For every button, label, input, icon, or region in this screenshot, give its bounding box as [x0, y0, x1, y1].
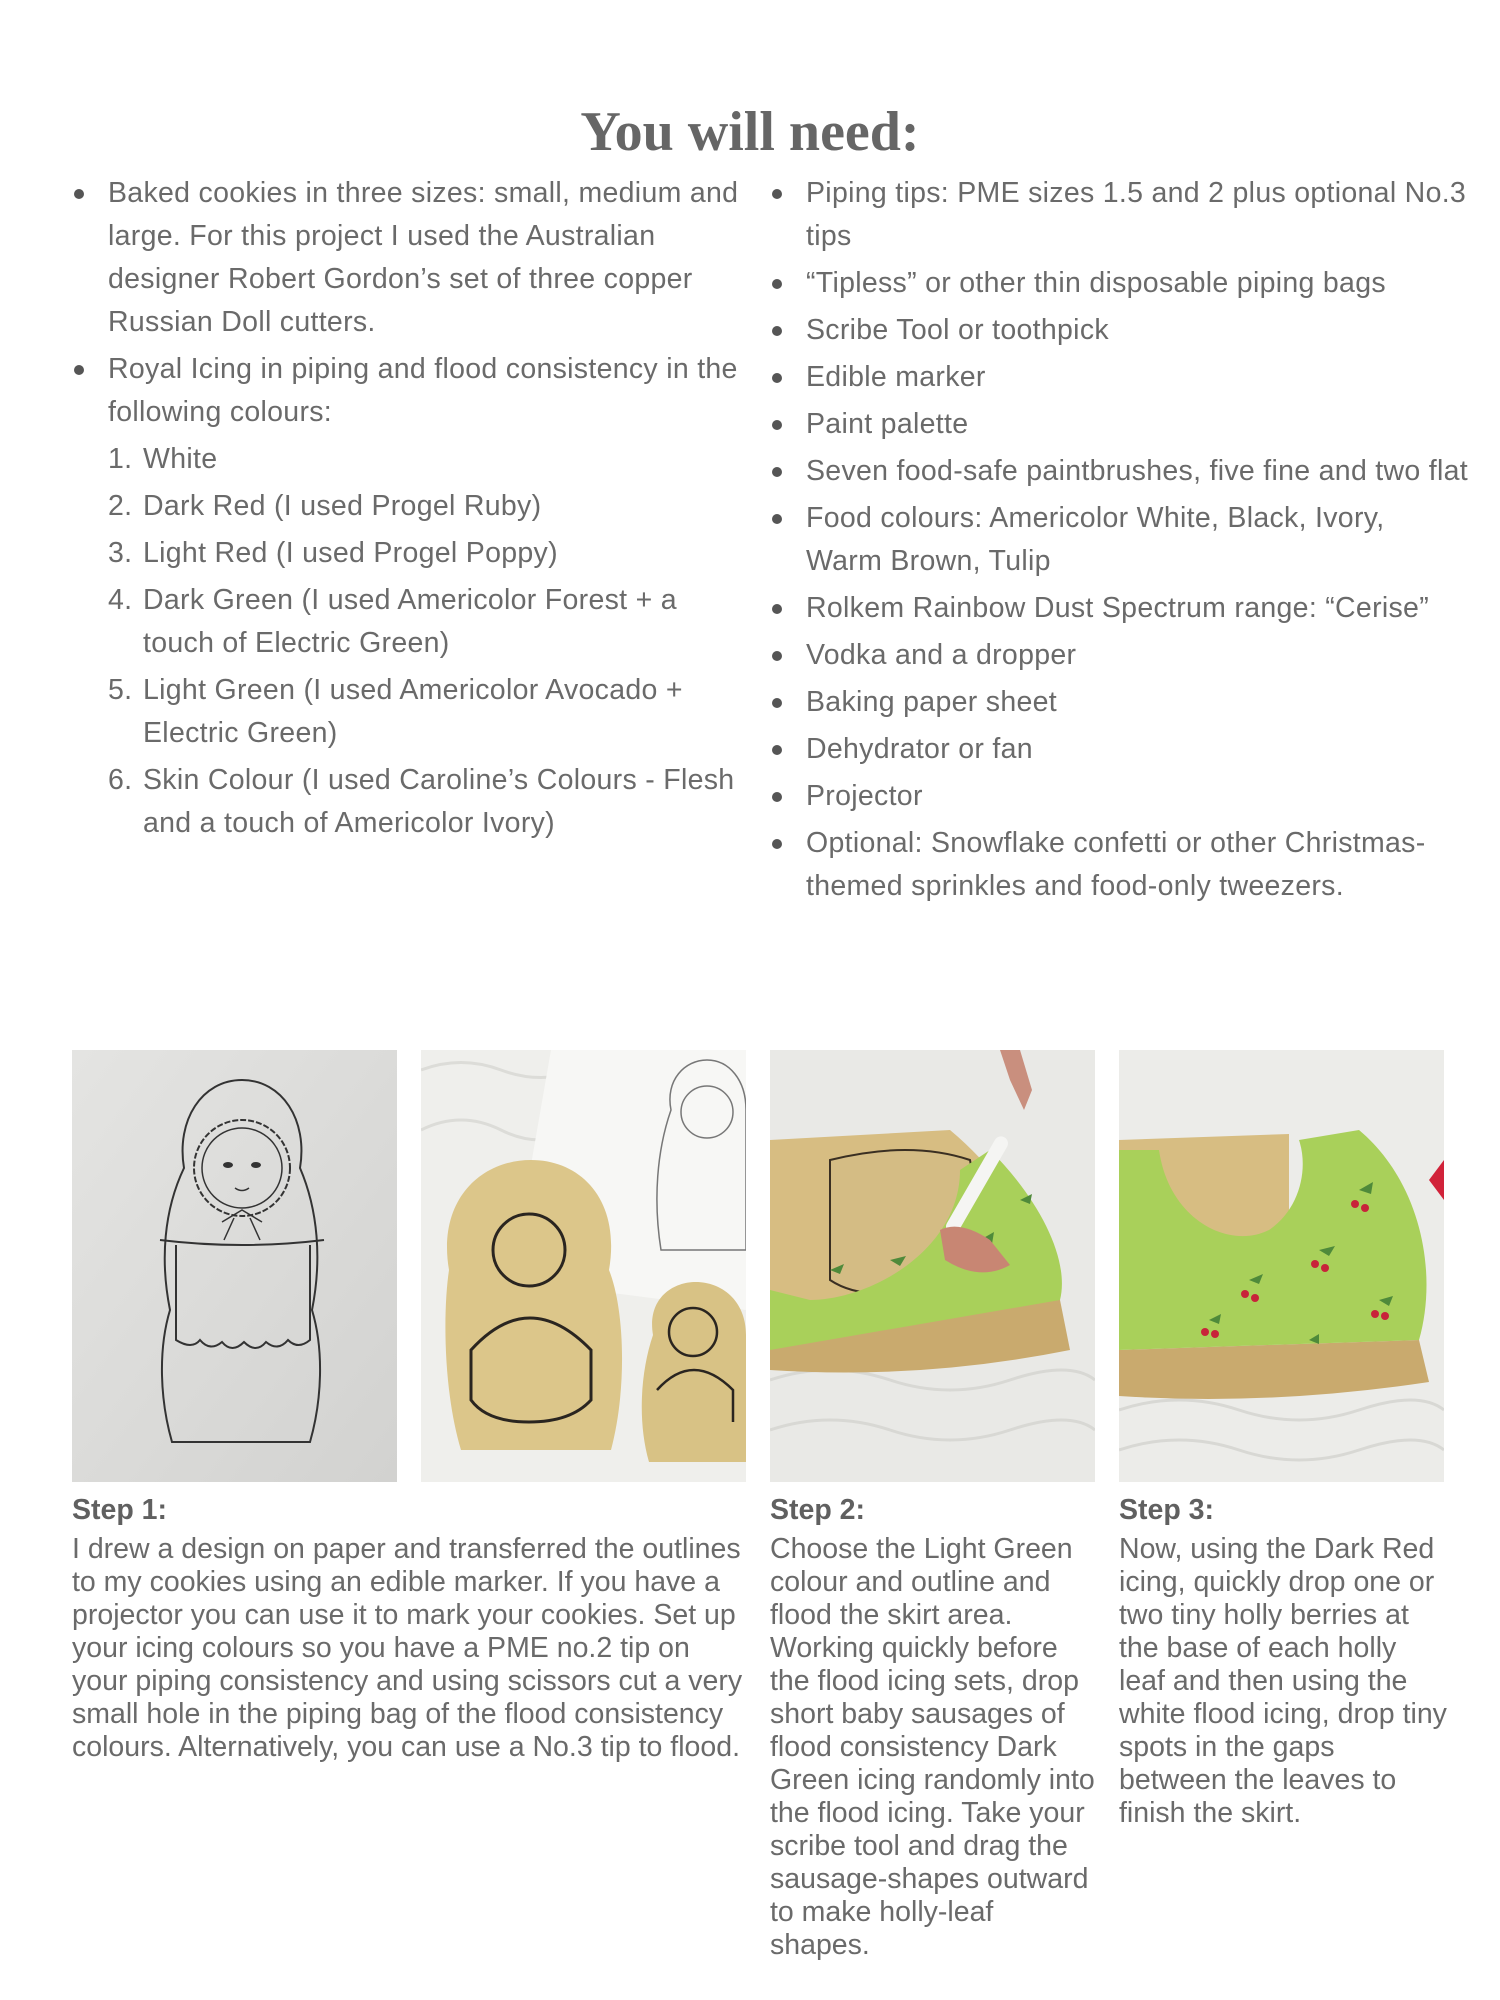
colour-item [108, 438, 750, 481]
colour-text: White [143, 443, 218, 475]
colour-item [108, 579, 750, 665]
colour-item [108, 759, 750, 845]
colour-number: 3. [108, 537, 133, 569]
colour-text: Light Green (I used Americolor Avocado + Electric Green) [143, 674, 683, 749]
list-item: Rolkem Rainbow Dust Spectrum range: “Cerise” [768, 587, 1468, 630]
list-item: Projector [768, 775, 1468, 818]
supplies-list-right [768, 172, 1468, 912]
list-item: Baked cookies in three sizes: small, medium and large. For this project I used the Australian designer Robert Gordon’s set of three copper Russian Doll cutters. [70, 172, 750, 344]
supplies-list-left [70, 172, 750, 849]
step-text: Now, using the Dark Red icing, quickly drop one or two tiny holly berries at the base of each holly leaf and then using the white flood icing, drop tiny spots in the gaps between the leaves to finish the skirt. [1119, 1533, 1447, 1829]
colour-item [108, 669, 750, 755]
colour-text: Dark Red (I used Progel Ruby) [143, 490, 542, 522]
step-1 [72, 1494, 752, 1764]
list-item: Edible marker [768, 356, 1468, 399]
green-flood-icing-photo [770, 1050, 1095, 1482]
page-title: You will need: [580, 101, 920, 163]
colour-text: Skin Colour (I used Caroline’s Colours - Flesh and a touch of Americolor Ivory) [143, 764, 735, 839]
colour-list [70, 438, 750, 845]
list-item: Food colours: Americolor White, Black, Ivory, Warm Brown, Tulip [768, 497, 1468, 583]
colour-number: 2. [108, 490, 133, 522]
colour-number: 5. [108, 674, 133, 706]
colour-item [108, 532, 750, 575]
list-item: Royal Icing in piping and flood consistency in the following colours: [70, 348, 750, 434]
list-item: Scribe Tool or toothpick [768, 309, 1468, 352]
holly-berries-photo [1119, 1050, 1444, 1482]
colour-text: Dark Green (I used Americolor Forest + a touch of Electric Green) [143, 584, 677, 659]
list-item: Piping tips: PME sizes 1.5 and 2 plus optional No.3 tips [768, 172, 1468, 258]
step-text: I drew a design on paper and transferred the outlines to my cookies using an edible marker. If you have a projector you can use it to mark your cookies. Set up your icing colours so you have a PME no.2 tip on your piping consistency and using scissors cut a very small hole in the piping bag of the flood consistency colours. Alternatively, you can use a No.3 tip to flood. [72, 1533, 743, 1763]
colour-number: 6. [108, 764, 133, 796]
list-item: Dehydrator or fan [768, 728, 1468, 771]
step-3 [1119, 1494, 1449, 1830]
colour-text: Light Red (I used Progel Poppy) [143, 537, 558, 569]
step-2 [770, 1494, 1100, 1962]
step-heading: Step 3: [1119, 1494, 1215, 1526]
list-item: Optional: Snowflake confetti or other Christmas-themed sprinkles and food-only tweezers. [768, 822, 1468, 908]
list-item: Paint palette [768, 403, 1468, 446]
colour-number: 4. [108, 584, 133, 616]
design-drawing-photo [72, 1050, 397, 1482]
outlined-cookies-photo [421, 1050, 746, 1482]
colour-number: 1. [108, 443, 133, 475]
list-item: “Tipless” or other thin disposable piping bags [768, 262, 1468, 305]
list-item: Baking paper sheet [768, 681, 1468, 724]
step-heading: Step 2: [770, 1494, 866, 1526]
list-item: Vodka and a dropper [768, 634, 1468, 677]
step-heading: Step 1: [72, 1494, 168, 1526]
colour-item [108, 485, 750, 528]
list-item: Seven food-safe paintbrushes, five fine and two flat [768, 450, 1468, 493]
step-text: Choose the Light Green colour and outline and flood the skirt area. Working quickly before the flood icing sets, drop short baby sausages of flood consistency Dark Green icing randomly into the flood icing. Take your scribe tool and drag the sausage-shapes outward to make holly-leaf shapes. [770, 1533, 1095, 1961]
